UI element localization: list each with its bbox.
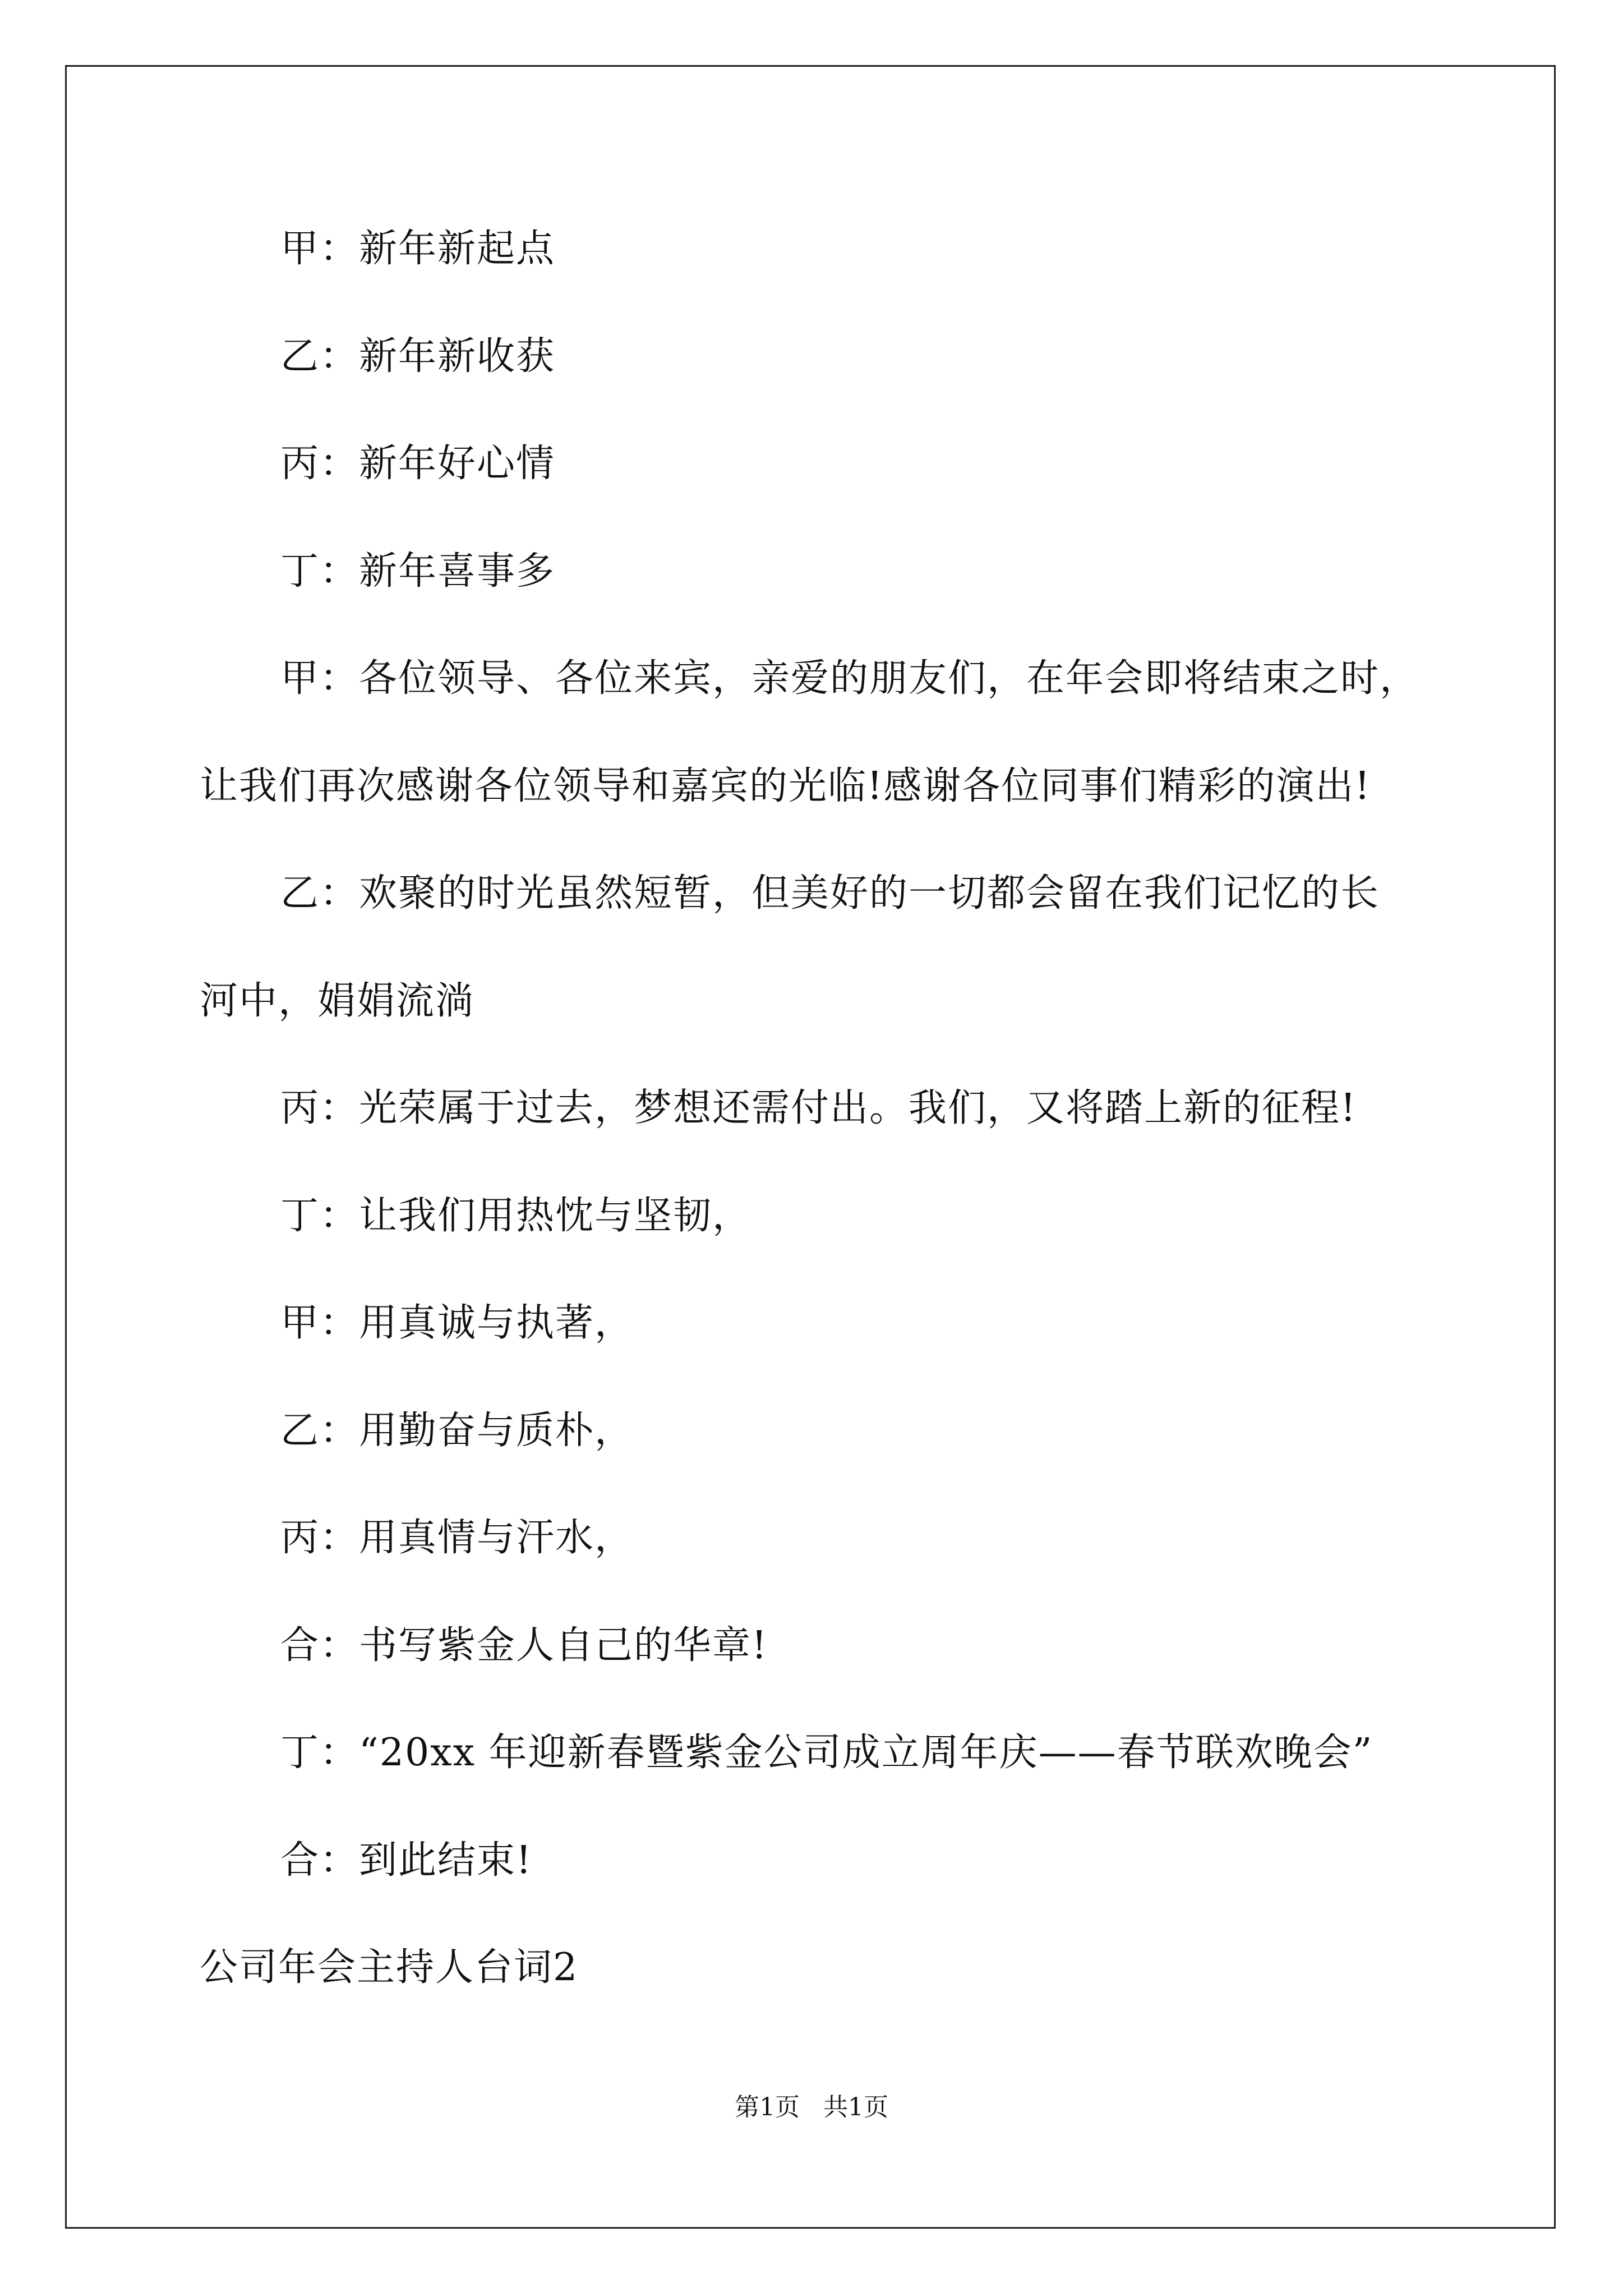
dialogue-line: 合：到此结束! (280, 1838, 533, 1883)
dialogue-line: 丙：光荣属于过去，梦想还需付出。我们，又将踏上新的征程! (280, 1086, 1357, 1130)
page-number-footer: 第1页 共1页 (735, 2093, 888, 2122)
page-border (65, 65, 1556, 2229)
dialogue-line: 甲：用真诚与执著， (280, 1301, 634, 1345)
dialogue-line: 乙：欢聚的时光虽然短暂，但美好的一切都会留在我们记忆的长 (280, 871, 1380, 915)
dialogue-line: 丁：新年喜事多 (280, 549, 556, 593)
dialogue-line: 丙：用真情与汗水， (280, 1516, 634, 1560)
dialogue-line: 甲：新年新起点 (280, 227, 556, 271)
dialogue-line: 丙：新年好心情 (280, 441, 556, 486)
dialogue-line: 丁：让我们用热忱与坚韧， (280, 1194, 752, 1238)
dialogue-line-continuation: 让我们再次感谢各位领导和嘉宾的光临!感谢各位同事们精彩的演出! (200, 764, 1371, 808)
dialogue-line: 合：书写紫金人自己的华章! (280, 1623, 768, 1668)
section-heading: 公司年会主持人台词2 (200, 1945, 579, 1990)
dialogue-line: 丁：“20xx 年迎新春暨紫金公司成立周年庆——春节联欢晚会” (280, 1731, 1373, 1775)
dialogue-line: 甲：各位领导、各位来宾，亲爱的朋友们，在年会即将结束之时， (280, 656, 1419, 701)
dialogue-line: 乙：用勤奋与质朴， (280, 1409, 634, 1453)
dialogue-line: 乙：新年新收获 (280, 334, 556, 379)
dialogue-line-continuation: 河中，娟娟流淌 (200, 979, 475, 1023)
